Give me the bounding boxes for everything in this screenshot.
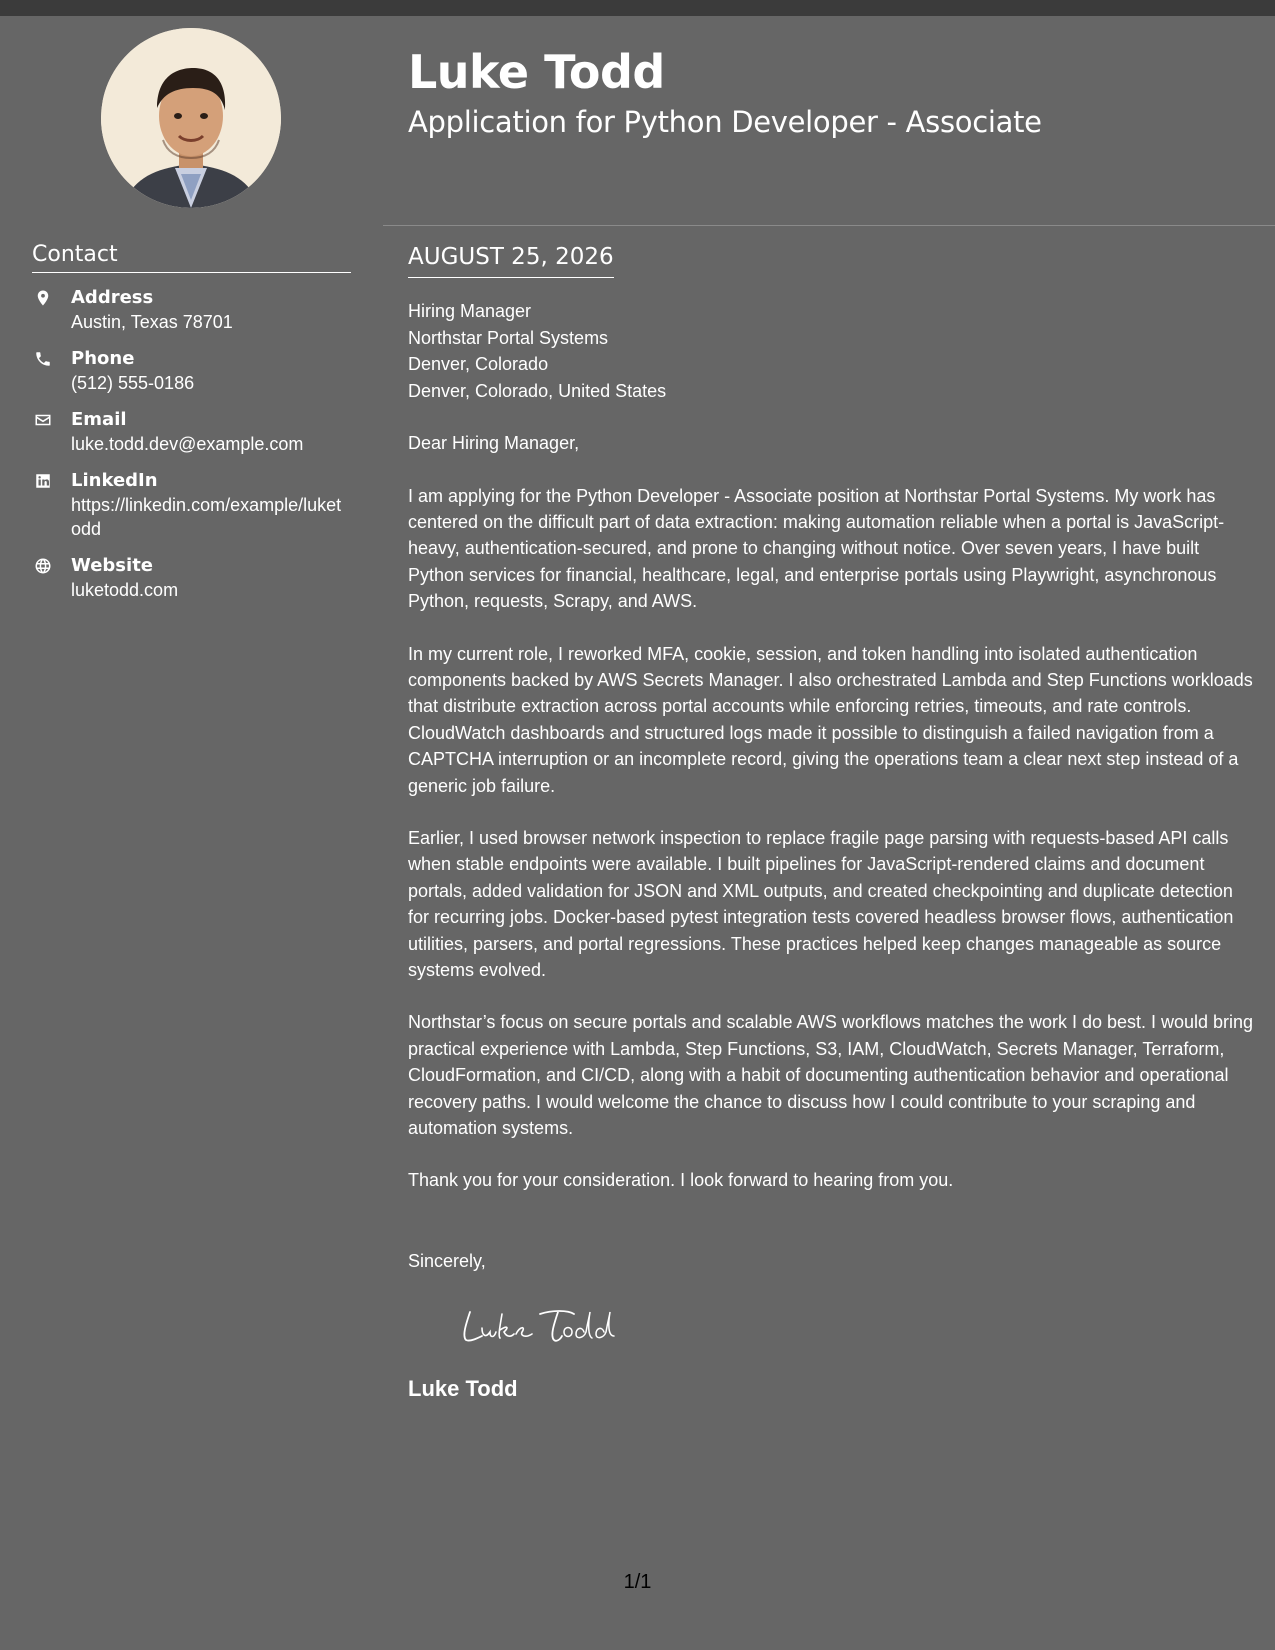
phone-value: (512) 555-0186 [71,373,195,393]
recipient-line: Denver, Colorado, United States [408,380,667,401]
top-bar [0,0,1275,16]
header-divider [383,225,1275,226]
contact-label: Email [71,409,127,430]
contact-label: LinkedIn [71,470,158,491]
contact-label: Address [71,287,154,308]
address-value: Austin, Texas 78701 [71,312,233,332]
website-link[interactable]: luketodd.com [71,580,179,600]
avatar-illustration [101,28,281,208]
location-pin-icon [34,289,52,307]
contact-address [32,286,351,334]
contact-email [32,408,351,456]
recipient-line: Northstar Portal Systems [408,327,609,348]
recipient-line: Denver, Colorado [408,354,549,374]
application-title: Application for Python Developer - Associate [408,105,1042,139]
letter-date: AUGUST 25, 2026 [408,240,614,278]
salutation: Dear Hiring Manager, [408,433,580,453]
contact-heading: Contact [32,240,351,273]
recipient-line: Hiring Manager [408,301,532,321]
applicant-name: Luke Todd [408,45,665,99]
profile-photo [101,28,281,208]
handwritten-signature [456,1304,626,1348]
contact-website [32,554,351,602]
contact-label: Website [71,555,154,576]
globe-icon [34,557,52,575]
phone-icon [34,350,52,368]
contact-phone [32,347,351,395]
linkedin-icon [34,472,52,490]
contact-linkedin [32,469,351,541]
linkedin-link[interactable]: https://linkedin.com/example/luketodd [71,495,342,539]
envelope-icon [34,411,52,429]
letter-paragraph: Northstar’s focus on secure portals and scalable AWS workflows matches the work I do best. I would bring practical experience with Lambda, Step Functions, S3, IAM, CloudWatch, Secrets Manager, Terraform, CloudFormation, and CI/CD, along with a habit of documenting authentication behavior and operational recovery paths. I would welcome the chance to discuss how I could contribute to your scraping and automation systems. [408,1012,1254,1139]
contact-label: Phone [71,348,135,369]
letter-paragraph: In my current role, I reworked MFA, cookie, session, and token handling into isolated authentication components backed by AWS Secrets Manager. I also orchestrated Lambda and Step Functions workloads that distribute extraction across portal accounts while enforcing retries, timeouts, and rate controls. CloudWatch dashboards and structured logs made it possible to distinguish a failed navigation from a CAPTCHA interruption or an incomplete record, giving the operations team a clear next step instead of a generic job failure. [408,643,1253,796]
letter-paragraph: Thank you for your consideration. I look forward to hearing from you. [408,1170,954,1191]
email-link[interactable]: luke.todd.dev@example.com [71,434,304,454]
closing: Sincerely, [408,1250,486,1271]
contact-sidebar [32,240,351,602]
letter-paragraph: I am applying for the Python Developer - Associate position at Northstar Portal Systems. My work has centered on the difficult part of data extraction: making automation reliable when a portal is JavaScript-heavy, authentication-secured, and prone to changing without notice. Over seven years, I have built Python services for financial, healthcare, legal, and enterprise portals using Playwright, asynchronous Python, requests, Scrapy, and AWS. [408,485,1225,612]
recipient-block [408,298,1258,404]
letter-body [408,240,1258,1404]
page-indicator: 1/1 [623,1571,652,1593]
signer-name: Luke Todd [408,1375,518,1401]
letter-paragraph: Earlier, I used browser network inspection to replace fragile page parsing with requests-based API calls when stable endpoints were available. I built pipelines for JavaScript-rendered claims and document portals, added validation for JSON and XML outputs, and created checkpointing and duplicate detection for recurring jobs. Docker-based pytest integration tests covered headless browser flows, authentication utilities, parsers, and portal regressions. These practices helped keep changes manageable as source systems evolved. [408,827,1234,980]
